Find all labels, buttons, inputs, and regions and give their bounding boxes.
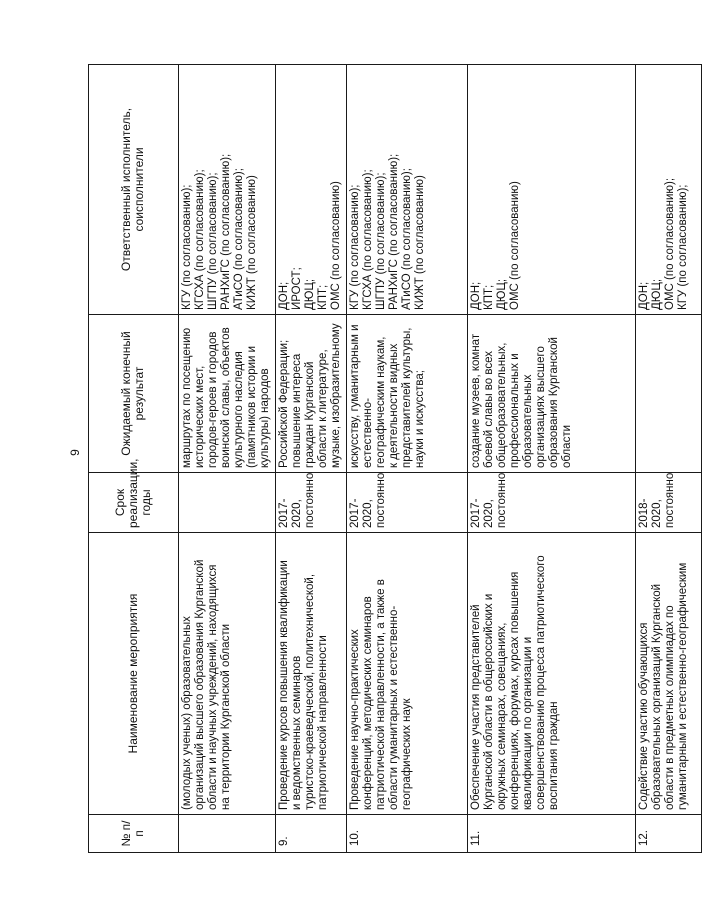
activities-table (88, 64, 702, 853)
row-expected-result (636, 315, 702, 473)
row-activity-name: Обеспечение участия представителей Курганской области в общероссийских и окружных семинарах, совещаниях, конференциях, форумах, курсах повышения квалификации по организации и совершенствованию процесса патриотического воспитания граждан (468, 533, 636, 815)
row-number: 10. (347, 815, 468, 853)
row-executors: ДОН; ИРОСТ; ДЮЦ; КПТ; ОМС (по согласованию) (276, 65, 347, 315)
header-expected-result: Ожидаемый конечный результат (89, 315, 179, 473)
table-row (636, 65, 702, 853)
row-number (179, 815, 276, 853)
row-activity-name: Содействие участию обучающихся образовательных организаций Курганской области в предметных олимпиадах по гуманитарным и естественно-географическим (636, 533, 702, 815)
row-term: 2017-2020, постоянно (276, 473, 347, 533)
header-term: Срок реализации, годы (89, 473, 179, 533)
header-number: № п/п (89, 815, 179, 853)
row-activity-name: Проведение научно-практических конференций, методических семинаров патриотической направленности, а также в области гуманитарных и естественно- географических наук (347, 533, 468, 815)
table-row (179, 65, 276, 853)
row-term: 2017-2020, постоянно (468, 473, 636, 533)
row-number: 11. (468, 815, 636, 853)
row-number: 12. (636, 815, 702, 853)
row-executors: КГУ (по согласованию); КГСХА (по согласованию); ШГПУ (по согласованию); РАНХиГС (по согласованию); АТиСО (по согласованию); КИЖТ (по согласованию) (347, 65, 468, 315)
table-header-row (89, 65, 179, 853)
row-expected-result: создание музеев, комнат боевой славы во всех общеобразовательных, профессиональных и образовательных организациях высшего образования Курганской области (468, 315, 636, 473)
row-term: 2017-2020, постоянно (347, 473, 468, 533)
page-number: 9 (68, 449, 82, 456)
row-expected-result: маршрутах по посещению исторических мест, городов-героев и городов воинской славы, объектов культурного наследия (памятников истории и культуры) народов (179, 315, 276, 473)
row-executors: ДОН; ДЮЦ; ОМС (по согласованию); КГУ (по согласованию); (636, 65, 702, 315)
row-activity-name: Проведение курсов повышения квалификации и ведомственных семинаров туристско-краеведческой, политехнической, патриотической направленности (276, 533, 347, 815)
row-expected-result: Российской Федерации; повышение интереса граждан Курганской области к литературе, музыке, изобразительному (276, 315, 347, 473)
row-term: 2018-2020, постоянно (636, 473, 702, 533)
header-executors: Ответственный исполнитель, соисполнители (89, 65, 179, 315)
header-activity-name: Наименование мероприятия (89, 533, 179, 815)
table-row (276, 65, 347, 853)
table-row (468, 65, 636, 853)
row-executors: КГУ (по согласованию); КГСХА (по согласованию); ШГПУ (по согласованию); РАНХиГС (по согласованию); АТиСО (по согласованию); КИЖТ (по согласованию) (179, 65, 276, 315)
row-activity-name: (молодых ученых) образовательных организаций высшего образования Курганской области и научных учреждений, находящихся на территории Курганской области (179, 533, 276, 815)
row-expected-result: искусству, гуманитарным и естественно- географическим наукам, к деятельности видных представителей культуры, науки и искусства; (347, 315, 468, 473)
table-row (347, 65, 468, 853)
row-number: 9. (276, 815, 347, 853)
row-executors: ДОН; КПТ; ДЮЦ; ОМС (по согласованию) (468, 65, 636, 315)
row-term (179, 473, 276, 533)
